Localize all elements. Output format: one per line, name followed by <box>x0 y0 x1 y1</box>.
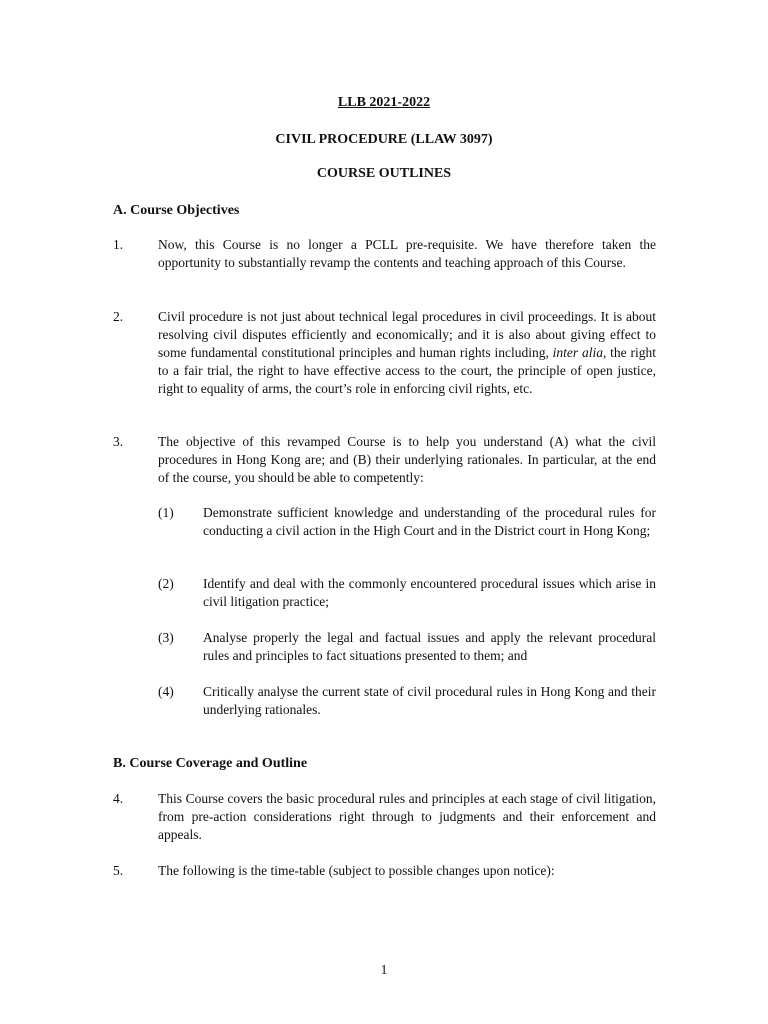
objective-item-2 <box>158 575 656 611</box>
item-number: (2) <box>158 576 174 591</box>
course-title: CIVIL PROCEDURE (LLAW 3097) <box>275 132 493 147</box>
item-number: (4) <box>158 684 174 699</box>
section-b-heading: B. Course Coverage and Outline <box>113 756 308 771</box>
paragraph-text <box>158 308 656 398</box>
paragraph-text: The objective of this revamped Course is to help you understand (A) what the civil procedures in Hong Kong are; and (B) their underlying rationales. In particular, at the end of the course, you should be able to competently: <box>158 434 656 485</box>
paragraph-text-part: Civil procedure is not just about technical legal procedures in civil proceedings. It is about resolving civil disputes efficiently and economically; and it is also about giving effect to some fundamental constitutional principles and human rights including, <box>158 309 656 360</box>
item-text: Analyse properly the legal and factual issues and apply the relevant procedural rules and principles to fact situations presented to them; and <box>203 630 656 663</box>
objective-item-3 <box>158 629 656 665</box>
section-a-heading: A. Course Objectives <box>113 203 240 218</box>
paragraph-number: 3. <box>113 434 124 449</box>
paragraph-text: This Course covers the basic procedural rules and principles at each stage of civil litigation, from pre-action considerations right through to judgments and their enforcement and appeals. <box>158 791 656 842</box>
paragraph-5 <box>113 862 656 880</box>
paragraph-text-part: , the right to a fair trial, the right to have effective access to the court, the principle of open justice, right to equality of arms, the court’s role in enforcing civil rights, etc. <box>158 345 656 396</box>
paragraph-number: 2. <box>113 309 124 324</box>
paragraph-text: The following is the time-table (subject to possible changes upon notice): <box>158 863 555 878</box>
item-number: (1) <box>158 505 174 520</box>
objective-item-1 <box>158 504 656 540</box>
paragraph-number: 5. <box>113 863 124 878</box>
paragraph-text: Now, this Course is no longer a PCLL pre-requisite. We have therefore taken the opportunity to substantially revamp the contents and teaching approach of this Course. <box>158 237 656 270</box>
item-text: Demonstrate sufficient knowledge and understanding of the procedural rules for conducting a civil action in the High Court and in the District court in Hong Kong; <box>203 505 656 538</box>
italic-term: inter alia <box>552 345 603 360</box>
page-number: 1 <box>380 962 388 977</box>
paragraph-3 <box>113 433 656 487</box>
paragraph-2 <box>113 308 656 398</box>
document-title: COURSE OUTLINES <box>316 166 452 181</box>
paragraph-1 <box>113 236 656 272</box>
paragraph-number: 1. <box>113 237 124 252</box>
item-number: (3) <box>158 630 174 645</box>
objective-item-4 <box>158 683 656 719</box>
item-text: Identify and deal with the commonly encountered procedural issues which arise in civil litigation practice; <box>203 576 656 609</box>
paragraph-number: 4. <box>113 791 124 806</box>
program-title: LLB 2021-2022 <box>337 95 431 110</box>
item-text: Critically analyse the current state of civil procedural rules in Hong Kong and their underlying rationales. <box>203 684 656 717</box>
paragraph-4 <box>113 790 656 844</box>
